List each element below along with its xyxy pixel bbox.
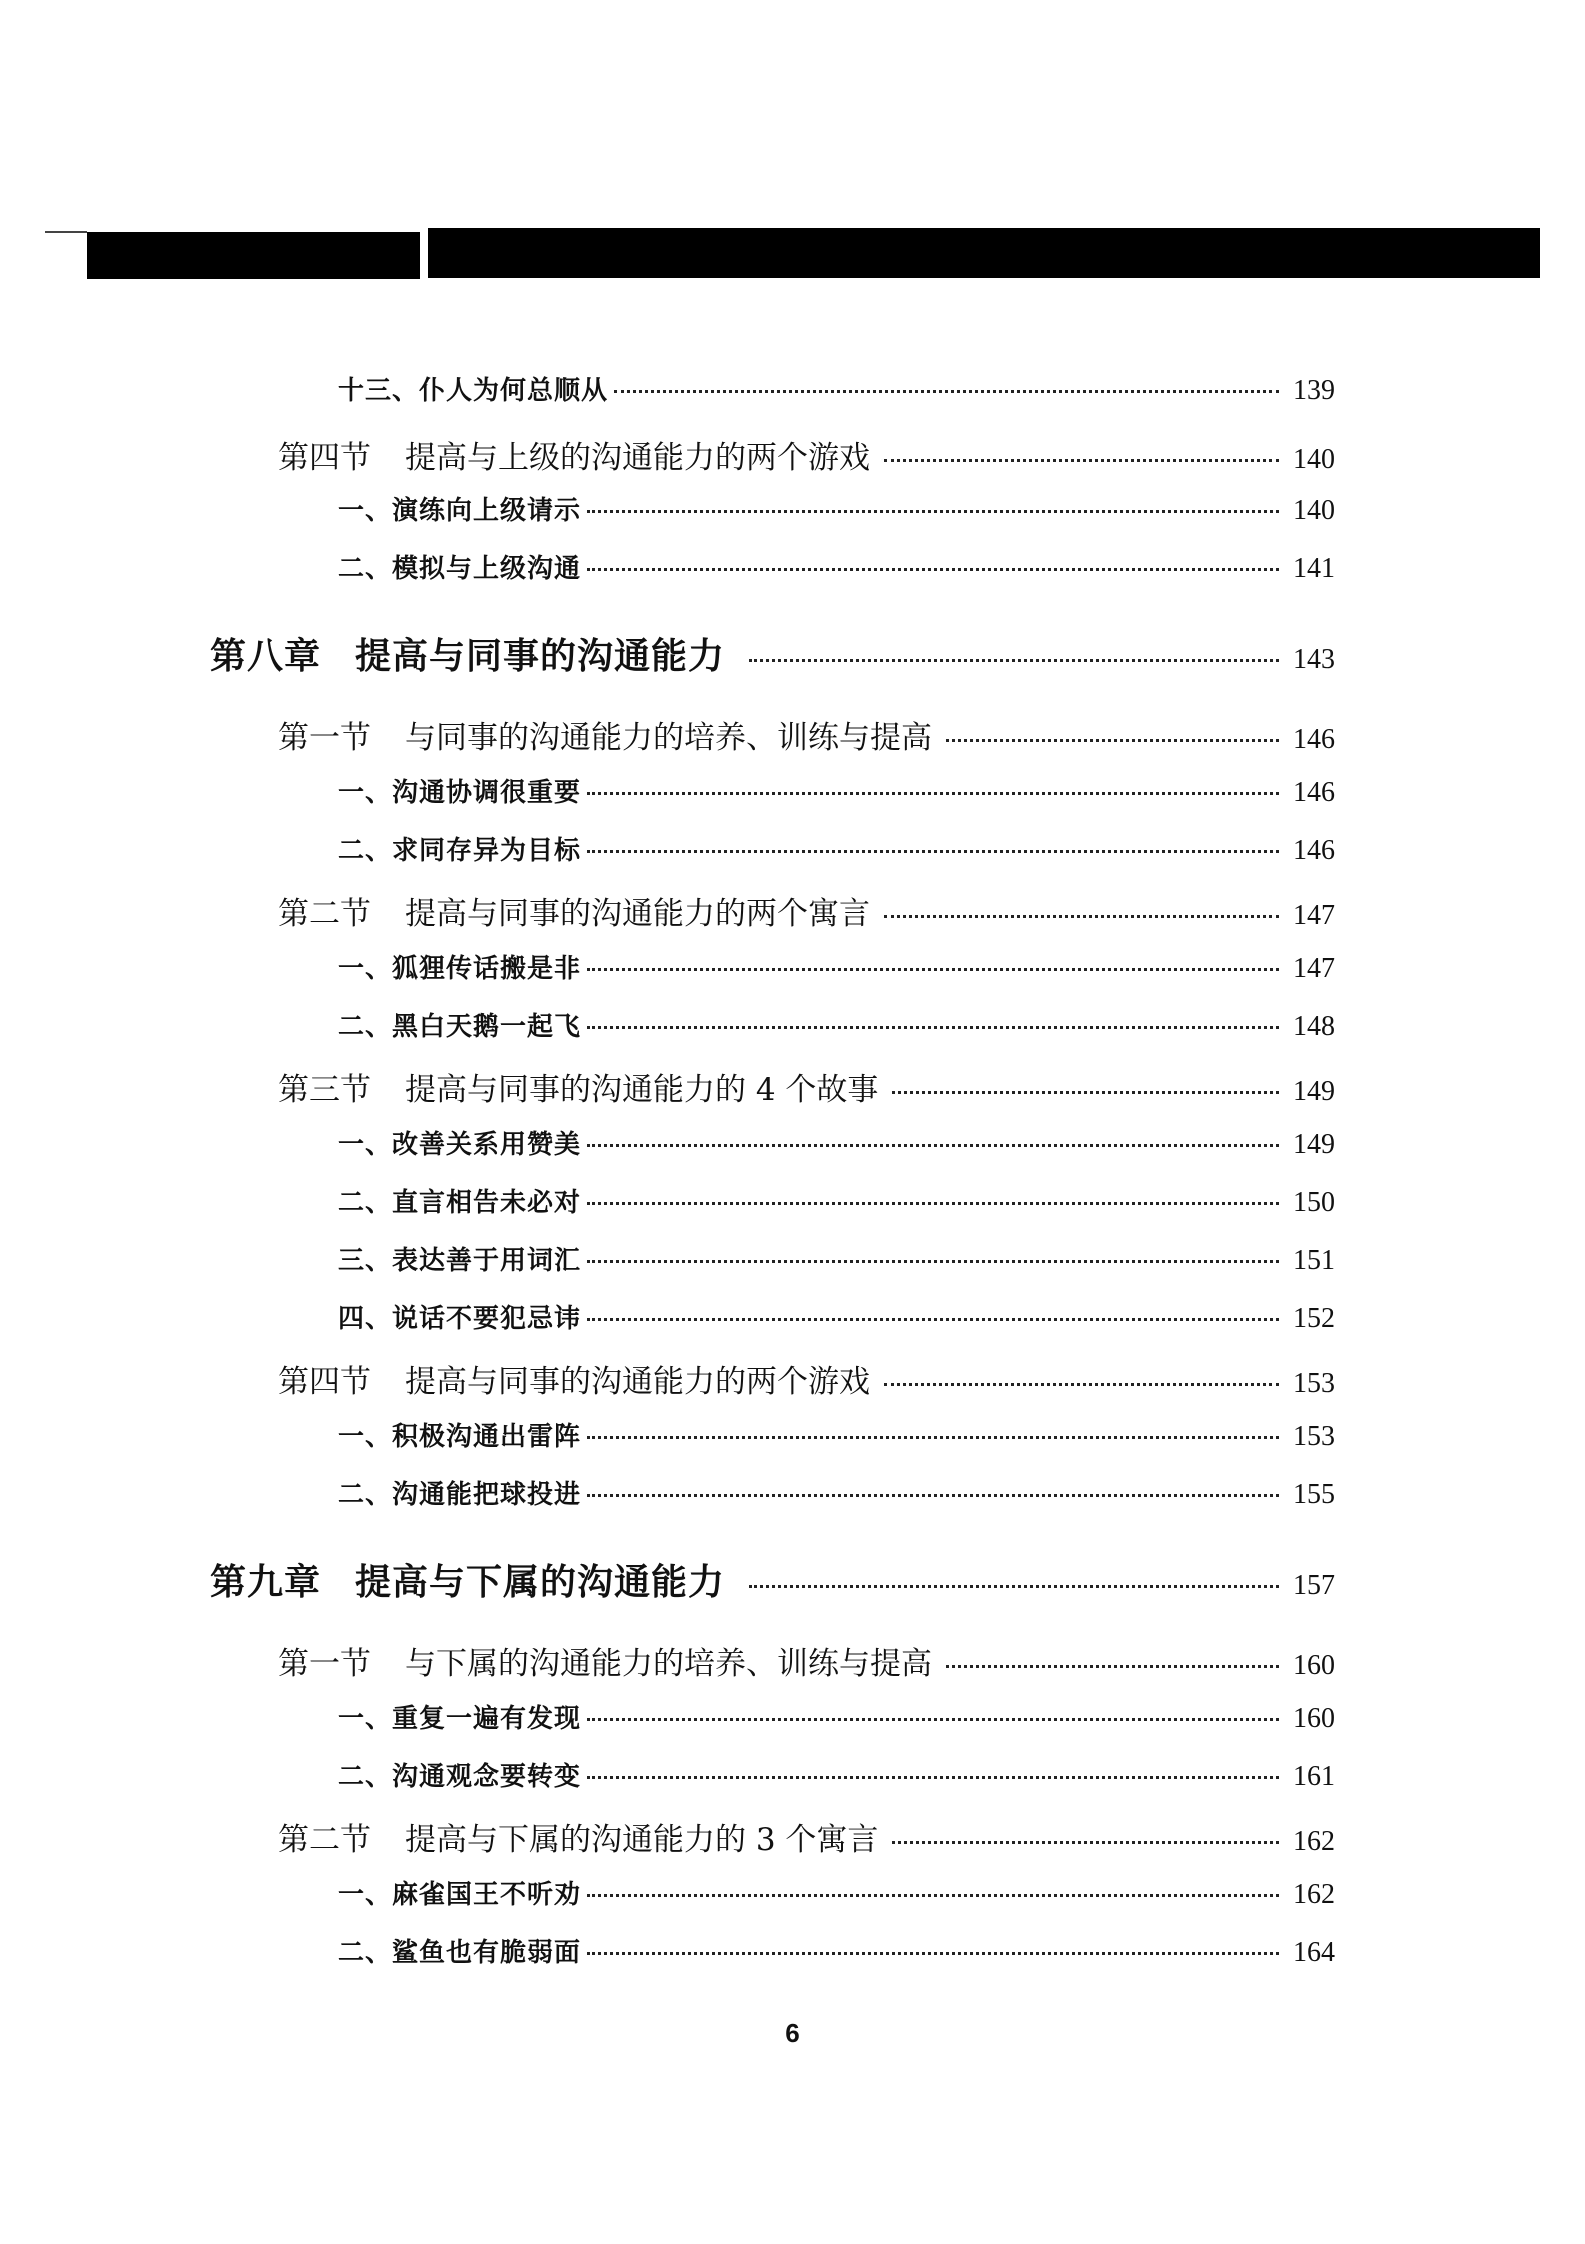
toc-entry-page: 147: [1293, 953, 1335, 984]
toc-entry-title: 与同事的沟通能力的培养、训练与提高: [405, 720, 932, 756]
toc-entry-title: 积极沟通出雷阵: [392, 1422, 582, 1452]
dot-leader: [587, 1026, 1279, 1029]
toc-entry-title: 仆人为何总顺从: [419, 376, 609, 406]
toc-entry-prefix: 一、: [338, 1704, 393, 1734]
toc-entry-title: 重复一遍有发现: [392, 1704, 582, 1734]
toc-entry-page: 140: [1293, 495, 1335, 526]
toc-entry-label: [338, 1006, 581, 1043]
toc-entry-page: 147: [1293, 900, 1335, 931]
toc-entry-title: 黑白天鹅一起飞: [392, 1012, 582, 1042]
toc-entry-item[interactable]: [338, 1874, 1335, 1911]
toc-entry-prefix: 一、: [338, 1422, 393, 1452]
toc-entry-title: 鲨鱼也有脆弱面: [392, 1938, 582, 1968]
toc-entry-page: 161: [1293, 1761, 1335, 1792]
toc-entry-title: 直言相告未必对: [392, 1188, 582, 1218]
toc-entry-label: [338, 772, 581, 809]
dot-leader: [587, 1144, 1279, 1147]
toc-entry-prefix: 二、: [338, 1012, 393, 1042]
toc-entry-prefix: 二、: [338, 554, 393, 584]
toc-entry-label: [338, 1182, 581, 1219]
toc-entry-prefix: 一、: [338, 778, 393, 808]
dot-leader: [587, 1776, 1279, 1779]
toc-entry-prefix: 一、: [338, 1130, 393, 1160]
toc-entry-title: 提高与同事的沟通能力: [355, 635, 726, 677]
toc-entry-item[interactable]: [338, 1932, 1335, 1969]
toc-entry-chapter[interactable]: [210, 628, 1335, 679]
toc-entry-page: 146: [1293, 835, 1335, 866]
dot-leader: [884, 915, 1279, 918]
toc-entry-prefix: 第八章: [210, 635, 322, 677]
toc-entry-page: 143: [1293, 644, 1335, 675]
toc-entry-label: [338, 1874, 581, 1911]
toc-entry-label: [278, 1356, 870, 1401]
toc-entry-label: [278, 1638, 932, 1683]
toc-entry-item[interactable]: [338, 1698, 1335, 1735]
toc-entry-page: 141: [1293, 553, 1335, 584]
toc-entry-item[interactable]: [338, 830, 1335, 867]
toc-entry-page: 149: [1293, 1129, 1335, 1160]
toc-entry-label: [278, 712, 932, 757]
toc-entry-title: 提高与下属的沟通能力的 3 个寓言: [405, 1822, 879, 1858]
toc-entry-title: 沟通能把球投进: [392, 1480, 582, 1510]
toc-entry-page: 153: [1293, 1421, 1335, 1452]
toc-entry-label: [338, 1756, 581, 1793]
dot-leader: [587, 1718, 1279, 1721]
toc-entry-label: [338, 370, 608, 407]
toc-entry-item[interactable]: [338, 1298, 1335, 1335]
toc-entry-prefix: 二、: [338, 836, 393, 866]
toc-entry-page: 160: [1293, 1650, 1335, 1681]
dot-leader: [749, 659, 1279, 662]
toc-entry-section[interactable]: [278, 712, 1335, 757]
toc-entry-prefix: 第九章: [210, 1561, 322, 1603]
toc-entry-label: [338, 1240, 581, 1277]
toc-entry-item[interactable]: [338, 772, 1335, 809]
toc-entry-item[interactable]: [338, 1006, 1335, 1043]
dot-leader: [946, 1665, 1279, 1668]
toc-entry-prefix: 二、: [338, 1480, 393, 1510]
toc-entry-label: [338, 1124, 581, 1161]
dot-leader: [587, 1436, 1279, 1439]
toc-entry-section[interactable]: [278, 1814, 1335, 1859]
dot-leader: [749, 1585, 1279, 1588]
toc-entry-section[interactable]: [278, 1638, 1335, 1683]
toc-entry-prefix: 三、: [338, 1246, 393, 1276]
toc-entry-prefix: 一、: [338, 954, 393, 984]
dot-leader: [946, 739, 1279, 742]
toc-entry-page: 140: [1293, 444, 1335, 475]
dot-leader: [587, 568, 1279, 571]
header-bar-left: [87, 232, 420, 279]
toc-entry-title: 演练向上级请示: [392, 496, 582, 526]
dot-leader: [614, 390, 1279, 393]
toc-entry-page: 151: [1293, 1245, 1335, 1276]
toc-entry-title: 麻雀国王不听劝: [392, 1880, 582, 1910]
toc-entry-item[interactable]: [338, 1240, 1335, 1277]
toc-entry-label: [338, 830, 581, 867]
toc-entry-title: 提高与下属的沟通能力: [355, 1561, 726, 1603]
toc-entry-prefix: 第四节: [278, 1364, 371, 1400]
toc-entry-title: 改善关系用赞美: [392, 1130, 582, 1160]
toc-entry-title: 提高与同事的沟通能力的两个寓言: [405, 896, 870, 932]
toc-entry-page: 139: [1293, 375, 1335, 406]
dot-leader: [587, 1260, 1279, 1263]
toc-entry-title: 提高与同事的沟通能力的两个游戏: [405, 1364, 870, 1400]
toc-entry-page: 157: [1293, 1570, 1335, 1601]
toc-entry-page: 149: [1293, 1076, 1335, 1107]
toc-entry-prefix: 第二节: [278, 1822, 371, 1858]
toc-entry-label: [338, 1474, 581, 1511]
toc-entry-item[interactable]: [338, 548, 1335, 585]
dot-leader: [587, 1952, 1279, 1955]
dot-leader: [587, 850, 1279, 853]
dot-leader: [892, 1841, 1279, 1844]
toc-entry-prefix: 一、: [338, 496, 393, 526]
toc-entry-item[interactable]: [338, 1182, 1335, 1219]
toc-entry-label: [338, 548, 581, 585]
toc-entry-prefix: 第一节: [278, 720, 371, 756]
toc-entry-section[interactable]: [278, 888, 1335, 933]
dot-leader: [587, 792, 1279, 795]
toc-entry-label: [338, 490, 581, 527]
toc-entry-section[interactable]: [278, 1356, 1335, 1401]
toc-entry-label: [278, 432, 870, 477]
toc-entry-page: 146: [1293, 777, 1335, 808]
toc-entry-chapter[interactable]: [210, 1554, 1335, 1605]
dot-leader: [587, 1318, 1279, 1321]
toc-entry-title: 提高与同事的沟通能力的 4 个故事: [405, 1072, 879, 1108]
toc-entry-label: [278, 1064, 878, 1109]
dot-leader: [587, 1202, 1279, 1205]
toc-entry-label: [210, 628, 725, 679]
toc-entry-item[interactable]: [338, 1474, 1335, 1511]
header-bar-right: [428, 228, 1540, 278]
toc-entry-page: 148: [1293, 1011, 1335, 1042]
toc-entry-title: 沟通观念要转变: [392, 1762, 582, 1792]
toc-entry-prefix: 第三节: [278, 1072, 371, 1108]
toc-entry-prefix: 四、: [338, 1304, 393, 1334]
dot-leader: [587, 1494, 1279, 1497]
header-rule: [45, 231, 87, 233]
toc-entry-label: [338, 1698, 581, 1735]
toc-entry-title: 求同存异为目标: [392, 836, 582, 866]
toc-entry-prefix: 二、: [338, 1188, 393, 1218]
dot-leader: [587, 968, 1279, 971]
toc-entry-page: 162: [1293, 1879, 1335, 1910]
toc-entry-item[interactable]: [338, 1416, 1335, 1453]
dot-leader: [892, 1091, 1279, 1094]
toc-entry-page: 146: [1293, 724, 1335, 755]
dot-leader: [587, 510, 1279, 513]
toc-entry-page: 152: [1293, 1303, 1335, 1334]
toc-entry-title: 提高与上级的沟通能力的两个游戏: [405, 440, 870, 476]
toc-entry-prefix: 一、: [338, 1880, 393, 1910]
toc-entry-label: [338, 1416, 581, 1453]
toc-entry-page: 155: [1293, 1479, 1335, 1510]
toc-entry-label: [278, 888, 870, 933]
toc-entry-label: [338, 1932, 581, 1969]
toc-entry-page: 164: [1293, 1937, 1335, 1968]
toc-entry-title: 沟通协调很重要: [392, 778, 582, 808]
dot-leader: [884, 1383, 1279, 1386]
toc-entry-label: [210, 1554, 725, 1605]
toc-entry-item[interactable]: [338, 490, 1335, 527]
toc-entry-label: [278, 1814, 878, 1859]
toc-entry-page: 162: [1293, 1826, 1335, 1857]
toc-entry-section[interactable]: [278, 432, 1335, 477]
toc-entry-prefix: 第一节: [278, 1646, 371, 1682]
dot-leader: [884, 459, 1279, 462]
toc-entry-item[interactable]: [338, 1124, 1335, 1161]
toc-entry-section[interactable]: [278, 1064, 1335, 1109]
toc-entry-item[interactable]: [338, 948, 1335, 985]
toc-entry-title: 与下属的沟通能力的培养、训练与提高: [405, 1646, 932, 1682]
toc-entry-page: 153: [1293, 1368, 1335, 1399]
toc-entry-prefix: 第四节: [278, 440, 371, 476]
toc-entry-title: 表达善于用词汇: [392, 1246, 582, 1276]
toc-entry-prefix: 二、: [338, 1762, 393, 1792]
toc-entry-label: [338, 948, 581, 985]
toc-entry-item[interactable]: [338, 370, 1335, 407]
page-number: 6: [785, 2018, 800, 2048]
toc-entry-title: 狐狸传话搬是非: [392, 954, 582, 984]
toc-entry-prefix: 第二节: [278, 896, 371, 932]
toc-entry-title: 模拟与上级沟通: [392, 554, 582, 584]
toc-entry-page: 160: [1293, 1703, 1335, 1734]
dot-leader: [587, 1894, 1279, 1897]
toc-entry-title: 说话不要犯忌讳: [392, 1304, 582, 1334]
toc-entry-page: 150: [1293, 1187, 1335, 1218]
toc-entry-item[interactable]: [338, 1756, 1335, 1793]
toc-entry-label: [338, 1298, 581, 1335]
toc-entry-prefix: 二、: [338, 1938, 393, 1968]
toc-entry-prefix: 十三、: [338, 376, 420, 406]
